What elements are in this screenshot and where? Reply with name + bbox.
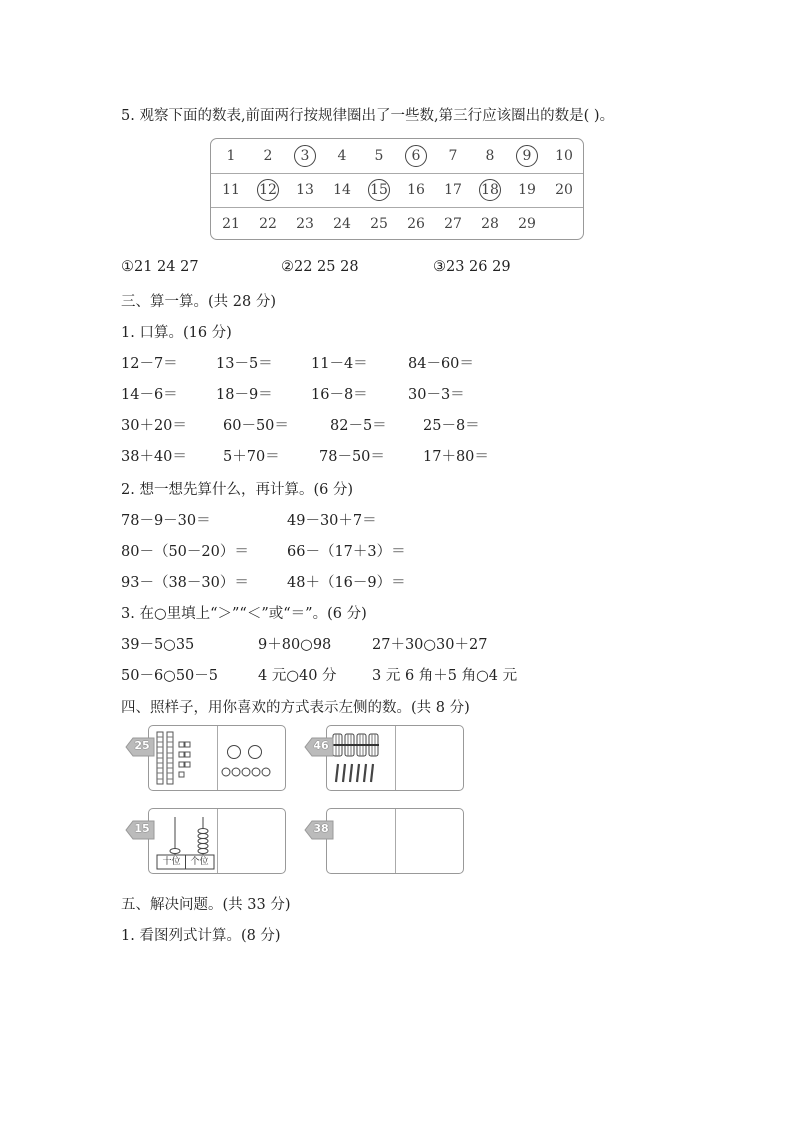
- number-cell: 4: [337, 148, 347, 164]
- number-cell: 5: [374, 148, 384, 164]
- section-3-title: 三、算一算。(共 28 分): [121, 294, 276, 310]
- problem: 60－50＝: [223, 418, 289, 434]
- number-cell: 7: [448, 148, 458, 164]
- number-table: [210, 138, 584, 240]
- problem: 84－60＝: [408, 356, 474, 372]
- problem: 93－（38－30）＝: [121, 575, 249, 591]
- number-cell: 20: [555, 182, 573, 198]
- problem: 78－50＝: [319, 449, 385, 465]
- number-cell: 28: [481, 216, 499, 232]
- number-cell: 25: [370, 216, 388, 232]
- problem: 80－（50－20）＝: [121, 544, 249, 560]
- problem: 30＋20＝: [121, 418, 187, 434]
- problem: 16－8＝: [311, 387, 368, 403]
- problem: 11－4＝: [311, 356, 368, 372]
- circled-number-cell: 15: [361, 179, 397, 201]
- example-box-46: [326, 725, 464, 791]
- tag-number: 46: [313, 739, 329, 752]
- example-box-15: [148, 808, 286, 874]
- table-row-divider: [211, 207, 583, 208]
- tag-number: 25: [134, 739, 150, 752]
- number-cell: 21: [222, 216, 240, 232]
- section-4-title: 四、照样子，用你喜欢的方式表示左侧的数。(共 8 分): [121, 700, 470, 716]
- circled-number-cell: 9: [509, 145, 545, 167]
- problem: 25－8＝: [423, 418, 480, 434]
- section-5-title: 五、解决问题。(共 33 分): [121, 897, 291, 913]
- table-row-divider: [211, 173, 583, 174]
- option-1: ①21 24 27: [121, 259, 199, 275]
- number-cell: 1: [226, 148, 236, 164]
- sticks-bundles-illustration: [327, 726, 395, 789]
- number-cell: 11: [222, 182, 240, 198]
- abacus-label-tens: 十位: [162, 857, 181, 867]
- problem: 9＋80○98: [258, 637, 332, 653]
- example-box-25: [148, 725, 286, 791]
- number-cell: 23: [296, 216, 314, 232]
- problem: 49－30＋7＝: [287, 513, 377, 529]
- question-5-prompt: 5. 观察下面的数表,前面两行按规律圈出了一些数,第三行应该圈出的数是( )。: [121, 108, 615, 124]
- problem: 13－5＝: [216, 356, 273, 372]
- circled-number-cell: 18: [472, 179, 508, 201]
- box-divider: [395, 726, 396, 790]
- problem: 4 元○40 分: [258, 668, 337, 684]
- number-cell: 13: [296, 182, 314, 198]
- number-cell: 22: [259, 216, 277, 232]
- box-divider: [217, 809, 218, 873]
- problem: 14－6＝: [121, 387, 178, 403]
- problem: 48＋（16－9）＝: [287, 575, 406, 591]
- problem: 5＋70＝: [223, 449, 280, 465]
- problem: 3 元 6 角＋5 角○4 元: [372, 668, 518, 684]
- option-2: ②22 25 28: [281, 259, 359, 275]
- problem: 17＋80＝: [423, 449, 489, 465]
- number-tag: [125, 820, 155, 840]
- number-cell: 17: [444, 182, 462, 198]
- number-cell: 10: [555, 148, 573, 164]
- option-3: ③23 26 29: [433, 259, 511, 275]
- section-5-part-1-title: 1. 看图列式计算。(8 分): [121, 928, 281, 944]
- problem: 38＋40＝: [121, 449, 187, 465]
- number-tag: [304, 820, 334, 840]
- problem: 50－6○50－5: [121, 668, 219, 684]
- problem: 30－3＝: [408, 387, 465, 403]
- problem: 18－9＝: [216, 387, 273, 403]
- cube-blocks-illustration: [149, 726, 217, 789]
- abacus-label-ones: 个位: [190, 857, 209, 867]
- problem: 82－5＝: [330, 418, 387, 434]
- number-cell: 19: [518, 182, 536, 198]
- number-tag: [304, 737, 334, 757]
- problem: 39－5○35: [121, 637, 195, 653]
- circled-number-cell: 6: [398, 145, 434, 167]
- number-cell: 29: [518, 216, 536, 232]
- circles-illustration: [217, 726, 285, 789]
- number-cell: 14: [333, 182, 351, 198]
- section-3-part-3-title: 3. 在○里填上“＞”“＜”或“＝”。(6 分): [121, 606, 367, 622]
- circled-number-cell: 12: [250, 179, 286, 201]
- number-cell: 2: [263, 148, 273, 164]
- tag-number: 15: [134, 822, 150, 835]
- answer-box-38[interactable]: [326, 808, 464, 874]
- section-3-part-2-title: 2. 想一想先算什么，再计算。(6 分): [121, 482, 354, 498]
- problem: 27＋30○30＋27: [372, 637, 488, 653]
- number-cell: 24: [333, 216, 351, 232]
- number-tag: [125, 737, 155, 757]
- number-cell: 26: [407, 216, 425, 232]
- problem: 12－7＝: [121, 356, 178, 372]
- circled-number-cell: 3: [287, 145, 323, 167]
- problem: 78－9－30＝: [121, 513, 211, 529]
- tag-number: 38: [313, 822, 329, 835]
- number-cell: 8: [485, 148, 495, 164]
- number-cell: 27: [444, 216, 462, 232]
- box-divider: [395, 809, 396, 873]
- problem: 66－（17＋3）＝: [287, 544, 406, 560]
- section-3-part-1-title: 1. 口算。(16 分): [121, 325, 232, 341]
- number-cell: 16: [407, 182, 425, 198]
